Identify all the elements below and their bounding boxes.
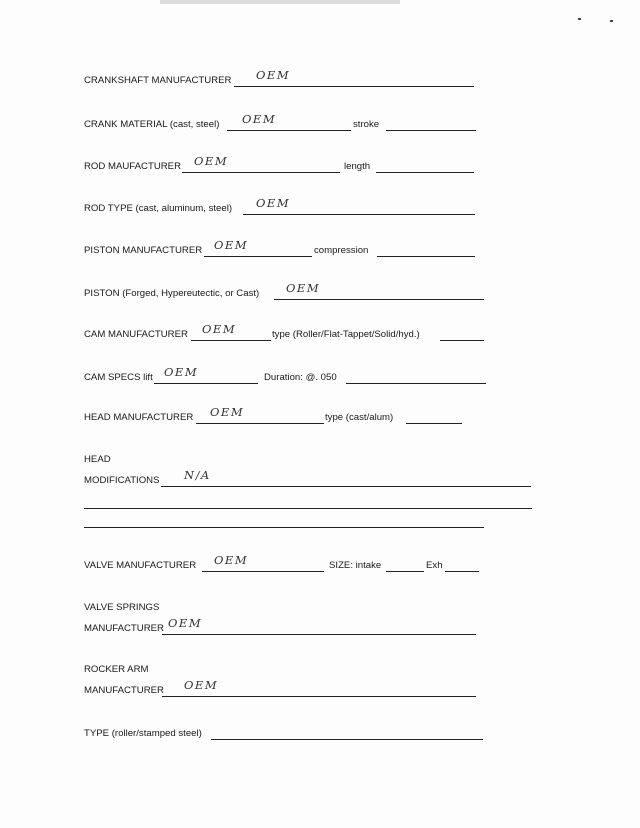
head-manufacturer-field[interactable]	[196, 423, 324, 424]
cam-type-field[interactable]	[440, 340, 484, 341]
rod-type-value: OEM	[256, 196, 291, 210]
exh-label: Exh	[426, 560, 443, 571]
duration-field[interactable]	[346, 383, 486, 384]
scan-speck	[610, 20, 613, 22]
cam-manufacturer-label: CAM MANUFACTURER	[84, 329, 188, 340]
head-manufacturer-label: HEAD MANUFACTURER	[84, 412, 194, 423]
crank-manufacturer-field[interactable]	[234, 86, 474, 87]
rod-manufacturer-value: OEM	[194, 154, 229, 168]
valve-springs-value: OEM	[168, 616, 203, 630]
rocker-arm-label-line2: MANUFACTURER	[84, 685, 164, 696]
head-modifications-label-line2: MODIFICATIONS	[84, 475, 160, 486]
head-modifications-line-2[interactable]	[84, 508, 532, 509]
stroke-field[interactable]	[386, 130, 476, 131]
head-modifications-field[interactable]	[161, 486, 531, 487]
length-label: length	[344, 161, 371, 172]
head-manufacturer-value: OEM	[210, 405, 245, 419]
valve-manufacturer-field[interactable]	[202, 571, 324, 572]
duration-label: Duration: @. 050	[264, 372, 337, 383]
head-modifications-line-3[interactable]	[84, 527, 484, 528]
rocker-arm-value: OEM	[184, 678, 219, 692]
piston-manufacturer-label: PISTON MANUFACTURER	[84, 245, 203, 256]
head-modifications-label-line1: HEAD	[84, 454, 111, 465]
scan-speck	[578, 18, 581, 20]
crank-material-field[interactable]	[227, 130, 351, 131]
valve-springs-label-line2: MANUFACTURER	[84, 623, 164, 634]
head-type-field[interactable]	[406, 423, 462, 424]
cam-lift-value: OEM	[164, 365, 199, 379]
valve-manufacturer-label: VALVE MANUFACTURER	[84, 560, 197, 571]
scan-edge-mark	[160, 0, 400, 4]
piston-type-label: PISTON (Forged, Hypereutectic, or Cast)	[84, 288, 260, 299]
rod-type-field[interactable]	[243, 214, 475, 215]
head-modifications-value: N/A	[184, 468, 211, 482]
cam-manufacturer-field[interactable]	[191, 340, 271, 341]
rocker-type-field[interactable]	[211, 739, 483, 740]
cam-lift-label: CAM SPECS lift	[84, 372, 153, 383]
cam-type-label: type (Roller/Flat-Tappet/Solid/hyd.)	[272, 329, 420, 340]
piston-type-field[interactable]	[274, 299, 484, 300]
compression-label: compression	[314, 245, 369, 256]
piston-manufacturer-value: OEM	[214, 238, 249, 252]
rocker-arm-label-line1: ROCKER ARM	[84, 664, 149, 675]
length-field[interactable]	[376, 172, 474, 173]
crank-material-label: CRANK MATERIAL (cast, steel)	[84, 119, 220, 130]
exh-field[interactable]	[445, 571, 479, 572]
valve-springs-label-line1: VALVE SPRINGS	[84, 602, 160, 613]
stroke-label: stroke	[353, 119, 380, 130]
rod-manufacturer-field[interactable]	[182, 172, 340, 173]
rod-manufacturer-label: ROD MAUFACTURER	[84, 161, 182, 172]
intake-size-label: SIZE: intake	[329, 560, 382, 571]
rocker-arm-field[interactable]	[162, 696, 476, 697]
head-type-label: type (cast/alum)	[325, 412, 394, 423]
valve-manufacturer-value: OEM	[214, 553, 249, 567]
compression-field[interactable]	[377, 256, 475, 257]
crank-manufacturer-value: OEM	[256, 68, 291, 82]
rod-type-label: ROD TYPE (cast, aluminum, steel)	[84, 203, 233, 214]
valve-springs-field[interactable]	[162, 634, 476, 635]
crank-manufacturer-label: CRANKSHAFT MANUFACTURER	[84, 75, 232, 86]
piston-type-value: OEM	[286, 281, 321, 295]
intake-size-field[interactable]	[386, 571, 424, 572]
rocker-type-label: TYPE (roller/stamped steel)	[84, 728, 202, 739]
piston-manufacturer-field[interactable]	[204, 256, 312, 257]
cam-manufacturer-value: OEM	[202, 322, 237, 336]
cam-lift-field[interactable]	[154, 383, 258, 384]
crank-material-value: OEM	[242, 112, 277, 126]
